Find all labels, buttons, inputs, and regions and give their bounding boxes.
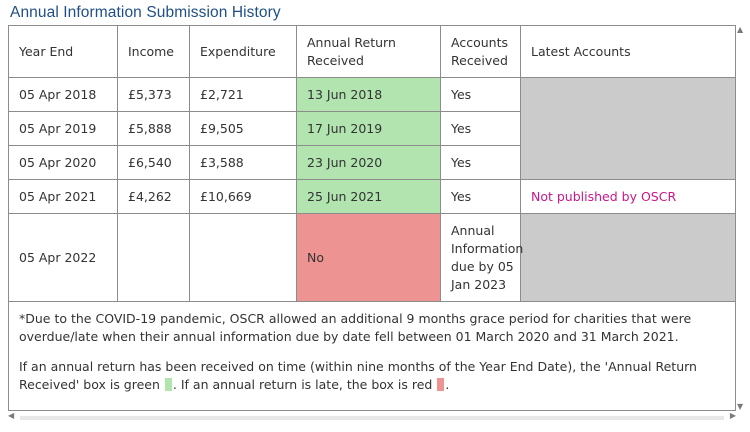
- year-end-cell: 05 Apr 2021: [9, 180, 118, 214]
- header-latest-accounts: Latest Accounts: [521, 26, 737, 78]
- scroll-left-arrow-icon[interactable]: ◀: [8, 411, 15, 420]
- legend-text-3: .: [445, 377, 450, 392]
- expenditure-cell: [190, 214, 297, 302]
- submission-history-panel: [8, 25, 736, 411]
- table-row: [9, 214, 737, 302]
- submission-history-table: [8, 25, 736, 411]
- red-swatch: [437, 378, 444, 391]
- annual-return-cell: 17 Jun 2019: [297, 112, 441, 146]
- legend-text-1: If an annual return has been received on time (within nine months of the Year End Date), the 'Annual Return Received' box is green: [19, 359, 697, 392]
- accounts-received-cell: Yes: [441, 78, 521, 112]
- income-cell: £4,262: [118, 180, 190, 214]
- green-swatch: [165, 378, 172, 391]
- annual-return-cell: 23 Jun 2020: [297, 146, 441, 180]
- accounts-received-cell: Annual Information due by 05 Jan 2023: [441, 214, 521, 302]
- header-annual-return-received: Annual Return Received: [297, 26, 441, 78]
- income-cell: £5,373: [118, 78, 190, 112]
- annual-return-cell: 25 Jun 2021: [297, 180, 441, 214]
- notes-cell: [9, 302, 737, 411]
- horizontal-scrollbar-thumb[interactable]: [20, 416, 724, 420]
- notes-row: [9, 302, 737, 411]
- table-header-row: [9, 26, 737, 78]
- section-title: Annual Information Submission History: [10, 4, 281, 21]
- horizontal-scrollbar[interactable]: [8, 411, 736, 423]
- latest-accounts-cell: [521, 214, 737, 302]
- annual-return-cell: 13 Jun 2018: [297, 78, 441, 112]
- accounts-received-cell: Yes: [441, 180, 521, 214]
- scroll-up-arrow-icon[interactable]: ▲: [737, 25, 744, 34]
- accounts-received-cell: Yes: [441, 112, 521, 146]
- year-end-cell: 05 Apr 2020: [9, 146, 118, 180]
- income-cell: [118, 214, 190, 302]
- expenditure-cell: £3,588: [190, 146, 297, 180]
- vertical-scrollbar[interactable]: [736, 25, 746, 411]
- year-end-cell: 05 Apr 2018: [9, 78, 118, 112]
- scroll-right-arrow-icon[interactable]: ▶: [729, 411, 736, 420]
- latest-accounts-cell: [521, 78, 737, 180]
- header-year-end: Year End: [9, 26, 118, 78]
- expenditure-cell: £10,669: [190, 180, 297, 214]
- expenditure-cell: £9,505: [190, 112, 297, 146]
- header-expenditure: Expenditure: [190, 26, 297, 78]
- scroll-down-arrow-icon[interactable]: ▼: [737, 402, 744, 411]
- legend-note: [19, 358, 728, 394]
- table-row: [9, 78, 737, 112]
- table-row: [9, 180, 737, 214]
- accounts-received-cell: Yes: [441, 146, 521, 180]
- income-cell: £6,540: [118, 146, 190, 180]
- annual-return-cell: No: [297, 214, 441, 302]
- header-accounts-received: Accounts Received: [441, 26, 521, 78]
- header-income: Income: [118, 26, 190, 78]
- legend-text-2: . If an annual return is late, the box is red: [172, 377, 433, 392]
- year-end-cell: 05 Apr 2019: [9, 112, 118, 146]
- expenditure-cell: £2,721: [190, 78, 297, 112]
- not-published-label: Not published by OSCR: [521, 180, 737, 214]
- covid-note: *Due to the COVID-19 pandemic, OSCR allowed an additional 9 months grace period for charities that were overdue/late when their annual information due by date fell between 01 March 2020 and 31 March 2021.: [19, 311, 692, 344]
- year-end-cell: 05 Apr 2022: [9, 214, 118, 302]
- income-cell: £5,888: [118, 112, 190, 146]
